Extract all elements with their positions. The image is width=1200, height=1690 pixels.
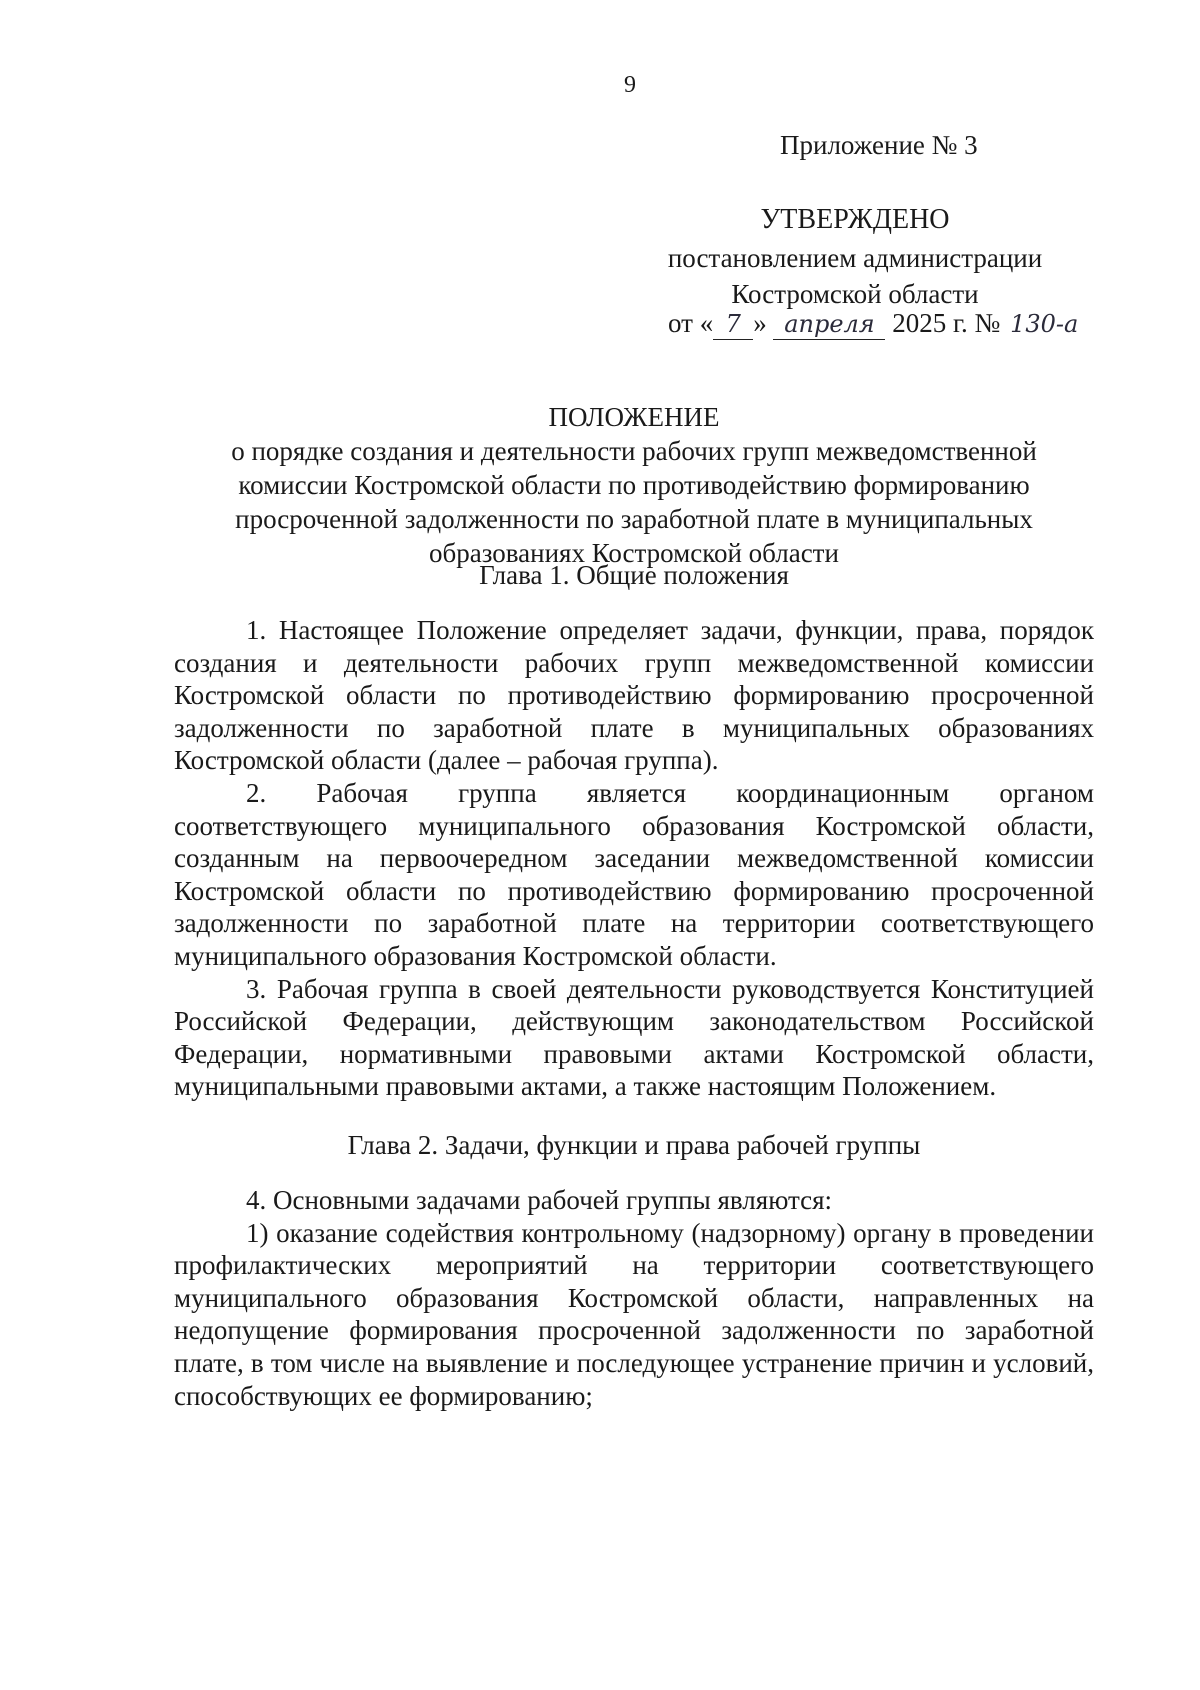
approval-date-line [668,308,1128,340]
chapter-1-body [174,614,1094,1103]
number-field [1000,308,1088,339]
handwritten-number: 130-а [1010,310,1079,338]
chapter-2-heading: Глава 2. Задачи, функции и права рабочей группы [347,1130,921,1160]
chapter-2-body [174,1184,1094,1412]
handwritten-day: 7 [725,310,741,338]
title-subtitle-line: комиссии Костромской области по противодействию формированию [238,470,1030,500]
title-subtitle-line: просроченной задолженности по заработной плате в муниципальных [235,504,1033,534]
title-subtitle-line: о порядке создания и деятельности рабочих групп межведомственной [231,436,1037,466]
day-field [713,308,753,340]
title-subtitle-line: образованиях Костромской области [429,538,839,568]
annex-label: Приложение № 3 [780,130,978,160]
chapter-1-heading: Глава 1. Общие положения [479,560,789,590]
paragraph: 1. Настоящее Положение определяет задачи, функции, права, порядок создания и деятельности рабочих групп межведомственной комиссии Костромской области по противодействию формированию просроченной задолженности по заработной плате в муниципальных образованиях Костромской области (далее – рабочая группа). [174,615,1094,776]
approval-authority [600,240,1110,312]
date-mid: » [753,308,767,338]
approval-heading: УТВЕРЖДЕНО [760,204,950,235]
date-year: 2025 г. № [892,308,1001,338]
document-title [174,400,1094,570]
approval-line-2: Костромской области [731,279,979,309]
list-item: 1) оказание содействия контрольному (надзорному) органу в проведении профилактических мероприятий на территории соответствующего муниципального образования Костромской области, направленных на недопущение формирования просроченной задолженности по заработной плате, в том числе на выявление и последующее устранение причин и условий, способствующих ее формированию; [174,1217,1094,1411]
paragraph: 3. Рабочая группа в своей деятельности руководствуется Конституцией Российской Федерации, действующим законодательством Российской Федерации, нормативными правовыми актами Костромской области, муниципальными правовыми актами, а также настоящим Положением. [174,973,1094,1102]
page-number: 9 [624,72,636,98]
month-field [773,308,885,340]
paragraph: 2. Рабочая группа является координационным органом соответствующего муниципального образования Костромской области, созданным на первоочередном заседании межведомственной комиссии Костромской области по противодействию формированию просроченной задолженности по заработной плате на территории соответствующего муниципального образования Костромской области. [174,777,1094,971]
date-prefix: от « [668,308,714,338]
paragraph: 4. Основными задачами рабочей группы являются: [246,1185,833,1215]
title-main: ПОЛОЖЕНИЕ [548,402,720,432]
handwritten-month: апреля [784,310,875,338]
approval-line-1: постановлением администрации [667,243,1043,273]
